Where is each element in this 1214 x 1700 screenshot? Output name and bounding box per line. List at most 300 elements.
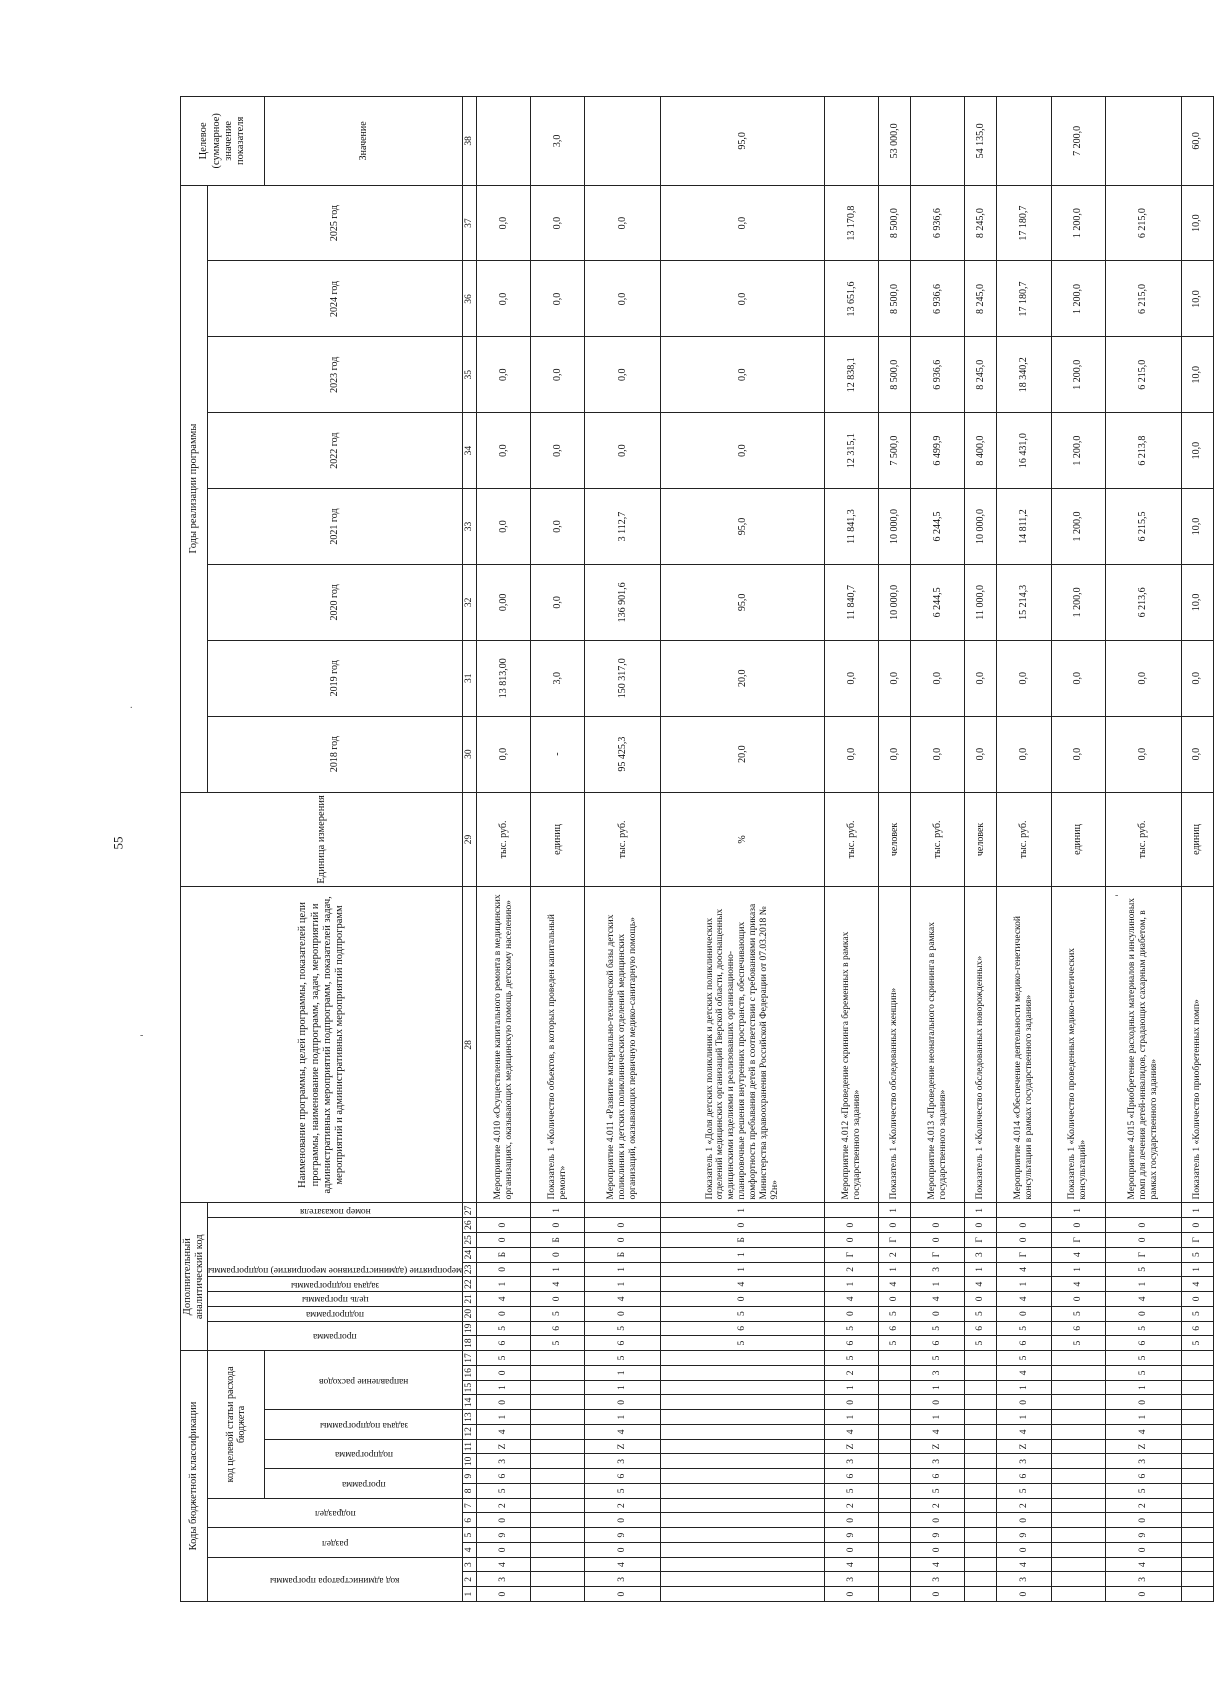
year-2021-header: 2021 год — [208, 489, 463, 565]
code-cell: 5 — [911, 1321, 965, 1336]
code-cell: 1 — [997, 1410, 1051, 1425]
code-cell: 5 — [1105, 1366, 1181, 1381]
row-unit: тыс. руб. — [1105, 792, 1181, 887]
extra-program-header: программа — [208, 1321, 463, 1351]
year-value-cell: 11 841,3 — [825, 489, 879, 565]
code-cell: 9 — [585, 1528, 661, 1543]
code-cell: 1 — [911, 1380, 965, 1395]
code-cell — [1181, 1395, 1213, 1410]
code-cell — [879, 1543, 911, 1558]
code-cell: 3 — [911, 1454, 965, 1469]
code-cell — [1181, 1410, 1213, 1425]
code-cell — [879, 1498, 911, 1513]
year-value-cell: 0,0 — [965, 640, 997, 716]
code-cell — [661, 1425, 825, 1440]
column-number: 7 — [463, 1498, 477, 1513]
code-cell: 1 — [661, 1262, 825, 1277]
code-cell — [997, 1203, 1051, 1218]
code-cell: Г — [1105, 1247, 1181, 1262]
code-cell — [531, 1469, 585, 1484]
year-value-cell: 150 317,0 — [585, 640, 661, 716]
code-cell: 0 — [1105, 1587, 1181, 1602]
code-cell — [965, 1380, 997, 1395]
code-cell — [879, 1366, 911, 1381]
year-value-cell: 6 499,9 — [911, 413, 965, 489]
year-value-cell: 10,0 — [1181, 185, 1213, 261]
year-2024-header: 2024 год — [208, 261, 463, 337]
year-2025-header: 2025 год — [208, 185, 463, 261]
code-cell — [1181, 1439, 1213, 1454]
code-cell — [965, 1425, 997, 1440]
code-cell: 0 — [825, 1395, 879, 1410]
code-cell — [1181, 1557, 1213, 1572]
year-value-cell: 15 214,3 — [997, 564, 1051, 640]
code-cell: 3 — [585, 1454, 661, 1469]
code-cell: 2 — [911, 1498, 965, 1513]
code-cell: 1 — [1051, 1262, 1105, 1277]
admin-direction-header: задача подпрограммы — [265, 1410, 463, 1440]
column-number: 29 — [463, 792, 477, 887]
code-cell: 0 — [661, 1292, 825, 1307]
year-value-cell: 0,0 — [477, 261, 531, 337]
year-value-cell: 0,0 — [585, 413, 661, 489]
year-value-cell: 0,0 — [1105, 640, 1181, 716]
code-cell — [879, 1557, 911, 1572]
code-cell: 4 — [531, 1277, 585, 1292]
code-cell: 0 — [1105, 1395, 1181, 1410]
year-2018-header: 2018 год — [208, 716, 463, 792]
extra-number-header: номер показателя — [208, 1203, 463, 1218]
code-cell: 4 — [825, 1292, 879, 1307]
year-value-cell: 0,0 — [531, 337, 585, 413]
code-cell: 6 — [911, 1469, 965, 1484]
code-cell — [661, 1587, 825, 1602]
year-value-cell: 6 213,6 — [1105, 564, 1181, 640]
year-value-cell: 136 901,6 — [585, 564, 661, 640]
code-cell: 6 — [911, 1336, 965, 1351]
code-cell: 0 — [879, 1218, 911, 1233]
column-number: 27 — [463, 1203, 477, 1218]
code-cell: 3 — [585, 1572, 661, 1587]
code-cell: 0 — [585, 1233, 661, 1248]
year-value-cell: 1 200,0 — [1051, 413, 1105, 489]
code-cell: 0 — [1051, 1218, 1105, 1233]
target-header: Целевое (суммарное) значение показателя — [181, 97, 265, 186]
code-cell: Г — [997, 1247, 1051, 1262]
year-value-cell: 0,0 — [661, 337, 825, 413]
year-value-cell: 10,0 — [1181, 413, 1213, 489]
code-cell: 5 — [1051, 1306, 1105, 1321]
code-cell — [1181, 1484, 1213, 1499]
page-number: 55 — [110, 836, 126, 850]
subprogram-header: подпрограмма — [265, 1439, 463, 1469]
code-cell — [531, 1410, 585, 1425]
code-cell: Б — [531, 1233, 585, 1248]
code-cell: 6 — [585, 1469, 661, 1484]
target-value-cell — [825, 97, 879, 186]
code-cell — [1181, 1513, 1213, 1528]
year-value-cell: 1 200,0 — [1051, 489, 1105, 565]
code-cell — [879, 1351, 911, 1366]
code-cell: 2 — [997, 1498, 1051, 1513]
budget-codes-header: Коды бюджетной классификации — [181, 1351, 208, 1602]
row-unit: единиц — [531, 792, 585, 887]
code-cell: 6 — [1181, 1321, 1213, 1336]
code-cell: Г — [1181, 1233, 1213, 1248]
scan-mark: . — [130, 700, 133, 711]
row-name: Показатель 1 «Количество обследованных женщин» — [879, 887, 911, 1203]
code-cell: 0 — [911, 1587, 965, 1602]
column-number: 9 — [463, 1469, 477, 1484]
year-value-cell: 1 200,0 — [1051, 261, 1105, 337]
year-value-cell: 0,0 — [1051, 716, 1105, 792]
year-value-cell: 8 245,0 — [965, 185, 997, 261]
year-value-cell: 0,0 — [477, 185, 531, 261]
code-cell: 3 — [911, 1366, 965, 1381]
code-cell: 2 — [825, 1498, 879, 1513]
code-cell — [879, 1469, 911, 1484]
code-cell — [531, 1366, 585, 1381]
code-cell: 1 — [825, 1410, 879, 1425]
code-cell — [965, 1587, 997, 1602]
year-value-cell: 95,0 — [661, 564, 825, 640]
year-value-cell: 6 215,0 — [1105, 337, 1181, 413]
name-header: Наименование программы, целей программы, показателей цели программы, наименование подпрограмм, задач, мероприятий и административных мероприятий подпрограмм, показателей задач, мероприятий и административных мероприятий подпрограмм — [181, 887, 463, 1203]
target-value-header: Значение — [265, 97, 463, 186]
code-cell — [965, 1410, 997, 1425]
column-number: 3 — [463, 1557, 477, 1572]
code-cell: Б — [661, 1233, 825, 1248]
code-cell: 1 — [965, 1262, 997, 1277]
code-cell: 0 — [1105, 1306, 1181, 1321]
year-value-cell: 0,0 — [477, 716, 531, 792]
code-cell: 6 — [531, 1321, 585, 1336]
code-cell: 1 — [477, 1410, 531, 1425]
code-cell: 0 — [477, 1306, 531, 1321]
row-name: Показатель 1 «Количество обследованных новорожденных» — [965, 887, 997, 1203]
column-number: 38 — [463, 97, 477, 186]
year-value-cell: 0,0 — [585, 185, 661, 261]
code-cell: 1 — [997, 1380, 1051, 1395]
code-cell — [879, 1410, 911, 1425]
column-number: 23 — [463, 1262, 477, 1277]
table-row — [477, 97, 531, 1602]
year-value-cell: 1 200,0 — [1051, 185, 1105, 261]
code-cell: 4 — [825, 1425, 879, 1440]
year-value-cell: 0,0 — [531, 489, 585, 565]
code-cell: 0 — [965, 1218, 997, 1233]
code-cell: 5 — [825, 1321, 879, 1336]
code-cell: 5 — [879, 1336, 911, 1351]
year-value-cell: 6 215,0 — [1105, 185, 1181, 261]
code-cell — [585, 1203, 661, 1218]
code-cell: 0 — [585, 1513, 661, 1528]
scan-mark: - — [1115, 890, 1119, 901]
code-cell: 4 — [965, 1277, 997, 1292]
code-cell: 5 — [1181, 1306, 1213, 1321]
column-number: 20 — [463, 1306, 477, 1321]
row-unit: % — [661, 792, 825, 887]
code-cell — [965, 1469, 997, 1484]
table-row — [1105, 97, 1181, 1602]
table-row — [531, 97, 585, 1602]
code-cell: 0 — [911, 1306, 965, 1321]
code-cell: 4 — [585, 1292, 661, 1307]
code-cell — [531, 1587, 585, 1602]
code-cell: 4 — [997, 1292, 1051, 1307]
year-value-cell: 10,0 — [1181, 337, 1213, 413]
row-unit: тыс. руб. — [477, 792, 531, 887]
code-cell — [965, 1557, 997, 1572]
code-cell: 0 — [825, 1306, 879, 1321]
code-cell: 4 — [1181, 1277, 1213, 1292]
code-cell: 5 — [1105, 1262, 1181, 1277]
code-cell — [965, 1366, 997, 1381]
code-cell: 0 — [911, 1513, 965, 1528]
code-cell: Z — [1105, 1439, 1181, 1454]
code-cell — [661, 1351, 825, 1366]
code-cell — [661, 1454, 825, 1469]
code-cell: 0 — [1051, 1292, 1105, 1307]
year-value-cell: 0,00 — [477, 564, 531, 640]
target-value-cell: 54 135,0 — [965, 97, 997, 186]
code-cell: 5 — [997, 1484, 1051, 1499]
code-cell: 4 — [477, 1292, 531, 1307]
code-cell: 3 — [965, 1247, 997, 1262]
code-cell — [825, 1203, 879, 1218]
code-cell: 1 — [911, 1277, 965, 1292]
year-value-cell: 12 838,1 — [825, 337, 879, 413]
row-unit: человек — [879, 792, 911, 887]
code-cell: 5 — [911, 1484, 965, 1499]
target-value-cell — [1105, 97, 1181, 186]
year-value-cell: - — [531, 716, 585, 792]
year-value-cell: 0,0 — [879, 640, 911, 716]
code-cell — [1051, 1469, 1105, 1484]
target-value-cell: 60,0 — [1181, 97, 1213, 186]
code-cell — [1051, 1366, 1105, 1381]
code-cell: 5 — [585, 1321, 661, 1336]
table-body — [477, 97, 1214, 1602]
code-cell: 4 — [879, 1277, 911, 1292]
year-value-cell: 0,0 — [1051, 640, 1105, 716]
code-cell — [661, 1395, 825, 1410]
year-value-cell: 16 431,0 — [997, 413, 1051, 489]
row-name: Показатель 1 «Количество приобретенных помп» — [1181, 887, 1213, 1203]
code-cell: 0 — [585, 1395, 661, 1410]
code-cell — [965, 1395, 997, 1410]
code-cell: 5 — [825, 1351, 879, 1366]
table-row — [825, 97, 879, 1602]
code-cell — [879, 1484, 911, 1499]
code-cell: 0 — [997, 1218, 1051, 1233]
column-number: 24 — [463, 1247, 477, 1262]
column-number: 2 — [463, 1572, 477, 1587]
column-number: 8 — [463, 1484, 477, 1499]
table-row — [661, 97, 825, 1602]
code-cell — [1051, 1425, 1105, 1440]
code-cell: 6 — [879, 1321, 911, 1336]
code-cell — [661, 1557, 825, 1572]
code-cell: 1 — [531, 1203, 585, 1218]
code-cell: 5 — [477, 1321, 531, 1336]
code-cell — [965, 1543, 997, 1558]
code-cell: 0 — [879, 1292, 911, 1307]
code-cell — [1051, 1587, 1105, 1602]
code-cell — [1051, 1528, 1105, 1543]
code-cell: 0 — [585, 1543, 661, 1558]
year-value-cell: 0,0 — [477, 337, 531, 413]
code-cell — [911, 1203, 965, 1218]
code-cell: 0 — [1105, 1218, 1181, 1233]
column-number: 21 — [463, 1292, 477, 1307]
code-cell: 0 — [997, 1395, 1051, 1410]
section-header: раздел — [208, 1528, 463, 1558]
code-cell: 5 — [879, 1306, 911, 1321]
code-cell: 0 — [531, 1218, 585, 1233]
year-2022-header: 2022 год — [208, 413, 463, 489]
table-frame — [180, 96, 1203, 1602]
code-cell: Г — [1051, 1233, 1105, 1248]
code-cell — [1181, 1469, 1213, 1484]
code-cell: 1 — [661, 1203, 825, 1218]
year-value-cell: 10 000,0 — [879, 564, 911, 640]
year-value-cell: 17 180,7 — [997, 261, 1051, 337]
code-cell — [879, 1395, 911, 1410]
code-cell: 1 — [911, 1410, 965, 1425]
code-cell — [879, 1587, 911, 1602]
code-cell: 2 — [1105, 1498, 1181, 1513]
code-cell — [531, 1513, 585, 1528]
rotated-table-container — [180, 96, 1203, 1602]
target-value-cell — [477, 97, 531, 186]
year-value-cell: 18 340,2 — [997, 337, 1051, 413]
code-cell: 9 — [477, 1528, 531, 1543]
year-value-cell: 3,0 — [531, 640, 585, 716]
extra-subprogram-header: подпрограмма — [208, 1306, 463, 1321]
code-cell: 0 — [825, 1513, 879, 1528]
code-cell — [1051, 1484, 1105, 1499]
code-cell — [1051, 1557, 1105, 1572]
year-value-cell: 0,0 — [531, 261, 585, 337]
code-cell — [661, 1572, 825, 1587]
row-unit: человек — [965, 792, 997, 887]
code-cell: 9 — [825, 1528, 879, 1543]
year-value-cell: 6 936,6 — [911, 261, 965, 337]
code-cell: Г — [879, 1233, 911, 1248]
code-cell: 2 — [825, 1262, 879, 1277]
code-cell: 0 — [997, 1233, 1051, 1248]
target-value-cell — [585, 97, 661, 186]
row-name: Мероприятие 4.015 «Приобретение расходных материалов и инсулиновых помп для лечения детей-инвалидов, страдающих сахарным диабетом, в рамках государственного задания» — [1105, 887, 1181, 1203]
row-name: Мероприятие 4.011 «Развитие материально-технической базы детских поликлиник и детских поликлинических отделений медицинских организаций, оказывающих первичную медико-санитарную помощь» — [585, 887, 661, 1203]
code-cell — [879, 1572, 911, 1587]
code-cell: 0 — [997, 1543, 1051, 1558]
year-value-cell: 6 213,8 — [1105, 413, 1181, 489]
year-value-cell: 8 500,0 — [879, 185, 911, 261]
year-value-cell: 0,0 — [911, 716, 965, 792]
column-number: 4 — [463, 1543, 477, 1558]
code-cell: 6 — [825, 1469, 879, 1484]
code-cell: Z — [911, 1439, 965, 1454]
code-cell: 6 — [965, 1321, 997, 1336]
code-cell: 4 — [911, 1557, 965, 1572]
code-cell: 4 — [997, 1557, 1051, 1572]
year-value-cell: 11 000,0 — [965, 564, 997, 640]
year-value-cell: 0,0 — [531, 413, 585, 489]
code-cell: 0 — [1105, 1513, 1181, 1528]
year-value-cell: 0,0 — [997, 640, 1051, 716]
code-cell — [1181, 1587, 1213, 1602]
code-cell — [531, 1454, 585, 1469]
row-unit: единиц — [1181, 792, 1213, 887]
year-value-cell: 0,0 — [1105, 716, 1181, 792]
code-cell: 5 — [531, 1336, 585, 1351]
code-cell — [1051, 1543, 1105, 1558]
code-cell: Z — [825, 1439, 879, 1454]
code-cell: 1 — [477, 1277, 531, 1292]
code-cell — [1051, 1513, 1105, 1528]
code-cell: 0 — [965, 1292, 997, 1307]
code-cell — [965, 1528, 997, 1543]
code-cell — [531, 1439, 585, 1454]
code-cell — [1181, 1572, 1213, 1587]
column-number: 36 — [463, 261, 477, 337]
column-number: 37 — [463, 185, 477, 261]
year-value-cell: 8 500,0 — [879, 337, 911, 413]
code-cell: 0 — [477, 1543, 531, 1558]
code-cell — [1181, 1528, 1213, 1543]
code-cell: 0 — [531, 1292, 585, 1307]
code-cell: 4 — [825, 1557, 879, 1572]
code-cell: 4 — [997, 1366, 1051, 1381]
code-cell: 5 — [1105, 1351, 1181, 1366]
code-cell: 5 — [661, 1306, 825, 1321]
code-cell — [965, 1439, 997, 1454]
code-cell: 9 — [997, 1528, 1051, 1543]
code-cell: 0 — [477, 1218, 531, 1233]
code-cell: 0 — [911, 1233, 965, 1248]
extra-event-header: мероприятие (административное мероприятие) подпрограммы — [208, 1218, 463, 1277]
code-cell: Г — [825, 1247, 879, 1262]
table-row — [879, 97, 911, 1602]
code-cell: 0 — [477, 1233, 531, 1248]
code-cell — [1051, 1395, 1105, 1410]
year-value-cell: 8 500,0 — [879, 261, 911, 337]
code-cell — [965, 1484, 997, 1499]
code-cell: 4 — [911, 1292, 965, 1307]
year-value-cell: 1 200,0 — [1051, 564, 1105, 640]
code-cell: 5 — [477, 1484, 531, 1499]
year-value-cell: 13 651,6 — [825, 261, 879, 337]
column-number: 6 — [463, 1513, 477, 1528]
year-2023-header: 2023 год — [208, 337, 463, 413]
code-cell — [661, 1410, 825, 1425]
code-cell: 5 — [585, 1484, 661, 1499]
column-number: 22 — [463, 1277, 477, 1292]
column-number: 35 — [463, 337, 477, 413]
code-cell: 6 — [585, 1336, 661, 1351]
column-number: 31 — [463, 640, 477, 716]
code-cell: 5 — [585, 1351, 661, 1366]
code-cell: 4 — [1105, 1425, 1181, 1440]
code-cell: 1 — [585, 1366, 661, 1381]
code-cell: 5 — [661, 1336, 825, 1351]
code-cell: 6 — [825, 1336, 879, 1351]
target-value-cell: 95,0 — [661, 97, 825, 186]
target-value-cell — [911, 97, 965, 186]
code-cell: 4 — [1051, 1247, 1105, 1262]
